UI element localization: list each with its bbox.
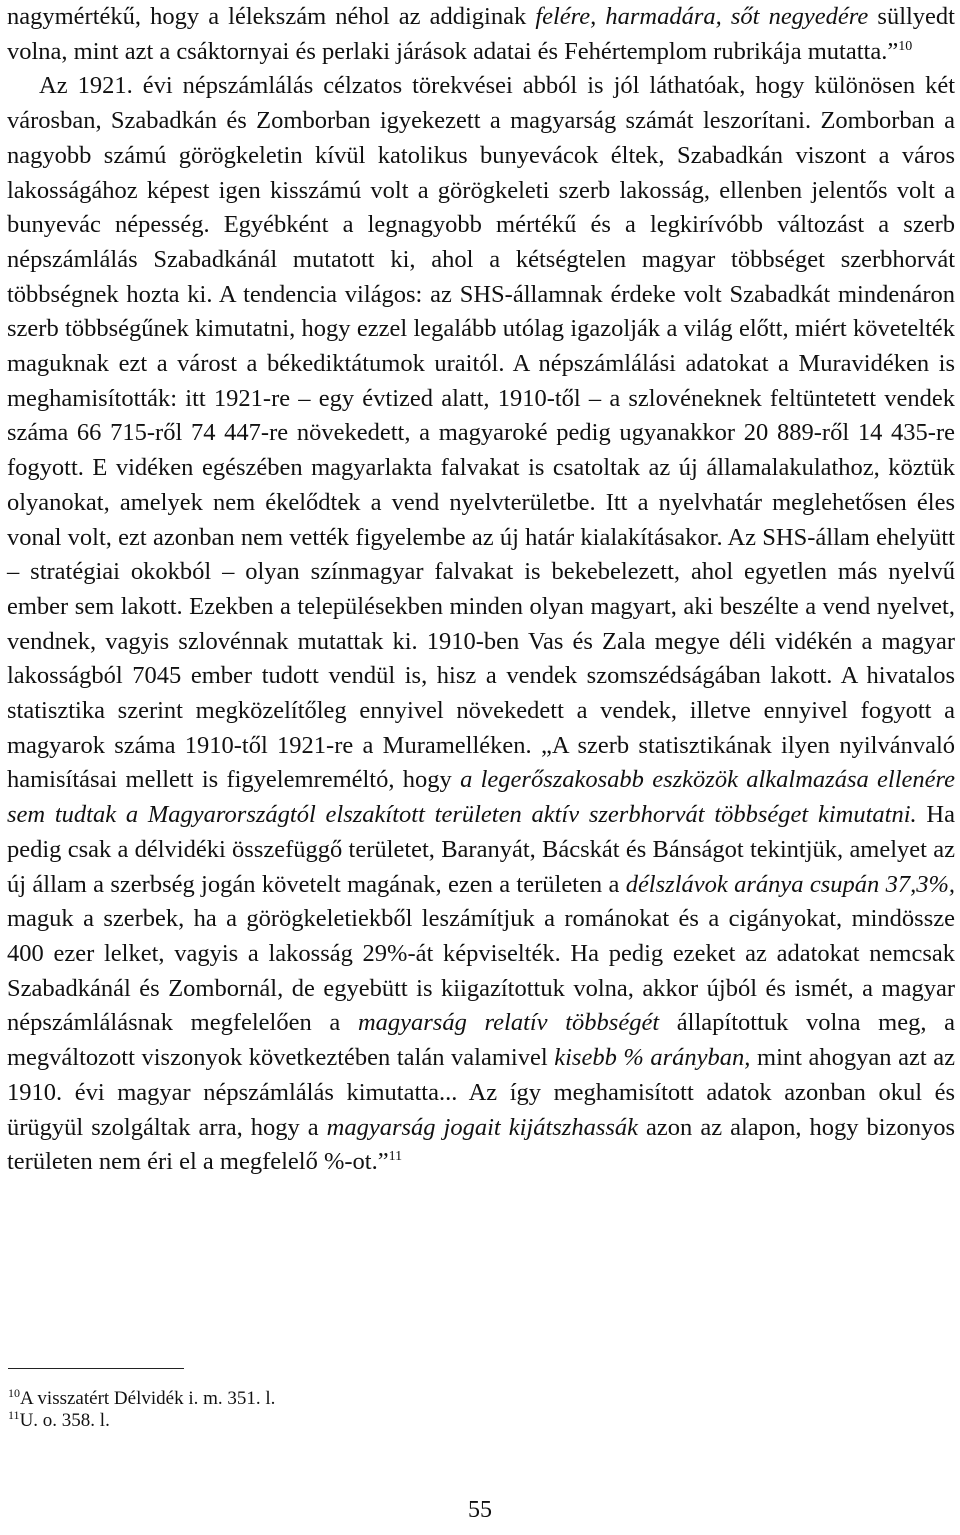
footnote: [8, 1388, 275, 1410]
footnote-separator: [8, 1368, 184, 1369]
footnote-text: U. o. 358. l.: [19, 1410, 110, 1431]
paragraph: [7, 69, 955, 1180]
italic-text: felére, harmadára, sőt negyedére: [535, 3, 869, 30]
body-text: [7, 0, 955, 1180]
footnotes: [8, 1388, 275, 1432]
page-number: 55: [468, 1497, 492, 1523]
footnote: [8, 1410, 275, 1432]
footnote-ref: 11: [388, 1149, 403, 1165]
text-run: azon az alapon, hogy bizonyos területen nem éri el a megfelelő %-ot.”: [7, 1113, 955, 1176]
text-run: állapítottuk volna meg, a megváltozott viszonyok következtében talán valamivel: [7, 1009, 956, 1072]
italic-text: kisebb % arányban,: [554, 1044, 751, 1072]
text-run: nagymértékű, hogy a lélekszám néhol az addiginak: [7, 3, 536, 30]
text-run: süllyedt volna, mint azt a csáktornyai és perlaki járások adatai és Fehértemplom rubrikája mutatta.”: [7, 3, 955, 65]
italic-text: magyarság jogait kijátszhassák: [326, 1113, 639, 1141]
footnote-text: A visszatért Délvidék i. m. 351. l.: [20, 1388, 276, 1409]
footnote-number: 10: [8, 1386, 20, 1400]
text-run: Az 1921. évi népszámlálás célzatos törekvései abból is jól láthatóak, hogy különösen két városban, Szabadkán és Zomborban igyekezett a magyarság számát leszorítani. Zomborban a nagyobb számú görögkeletin kívül katolikus bunyevácok éltek, Szabadkán viszont a város lakosságához képest igen kisszámú volt a görögkeleti szerb lakosság, ellenben jelentős volt a bunyevác népesség. Egyébként a legnagyobb mértékű és a legkirívóbb változást a szerb népszámlálás Szabadkánál mutatott ki, ahol a kétségtelen magyar többséget szerbhorvát többségnek hozta ki. A tendencia világos: az SHS-államnak érdeke volt Szabadkát mindenáron szerb többségűnek kimutatni, hogy ezzel legalább utólag igazolják a világ előtt, miért követelték maguknak ezt a várost a békediktátumok uraitól. A népszámlálási adatokat a Muravidéken is meghamisították: itt 1921-re – egy évtized alatt, 1910-től – a szlovéneknek feltüntetett vendek száma 66 715-ről 74 447-re növekedett, a magyaroké pedig ugyanakkor 20 889-ről 14 435-re fogyott. E vidéken egészében magyarlakta falvakat is csatoltak az új államalakulathoz, köztük olyanokat, amelyek nem ékelődtek a vend nyelvterületbe. Itt a nyelvhatár meglehetősen éles vonal volt, ezt azonban nem vették figyelembe az új határ kialakításakor. Az SHS-állam ehelyütt – stratégiai okokból – olyan színmagyar falvakat is bekebelezett, ahol egyetlen más nyelvű ember sem lakott. Ezekben a településekben minden olyan magyart, aki beszélte a vend nyelvet, vendnek, vagyis szlovénnak mutattak ki. 1910-ben Vas és Zala megye déli vidékén a magyar lakosságból 7045 ember tudott vendül is, hisz a vendek szomszédságában lakott. A hivatalos statisztika szerint megközelítőleg ennyivel növekedett a vendek, illetve ennyivel fogyott a magyarok száma 1910-től 1921-re a Muramelléken. „A szerb statisztikának ilyen nyilvánvaló hamisításai mellett is figyelemreméltó, hogy: [7, 72, 955, 794]
text-run: mint ahogyan azt az 1910. évi magyar népszámlálás kimutatta... Az így meghamisított adatok azonban okul és ürügyül szolgáltak arra, hogy a: [7, 1044, 955, 1141]
text-run: maguk a szerbek, ha a görögkeletiekből leszámítjuk a románokat és a cigányokat, mindössze 400 ezer lelket, vagyis a lakosság 29%-át képviselték. Ha pedig ezeket az adatokat nemcsak Szabadkánál és Zombornál, de egyebütt is kiigazítottuk volna, akkor újból és ismét, a magyar népszámlálásnak megfelelően a: [7, 905, 955, 1037]
footnote-number: 11: [8, 1408, 20, 1422]
text-run: Ha pedig csak a délvidéki összefüggő területet, Baranyát, Bácskát és Bánságot tekintjük, amelyet az új állam a szerbség jogán követelt magának, ezen a területen a: [7, 801, 955, 898]
italic-text: a legerőszakosabb eszközök alkalmazása ellenére sem tudtak a Magyarországtól elszakított területen aktív szerbhorvát többséget kimutatni.: [7, 766, 956, 829]
italic-text: magyarság relatív többségét: [357, 1009, 660, 1037]
paragraph: [7, 0, 955, 69]
italic-text: délszlávok aránya csupán 37,3%,: [625, 870, 955, 898]
footnote-ref: 10: [898, 38, 913, 54]
